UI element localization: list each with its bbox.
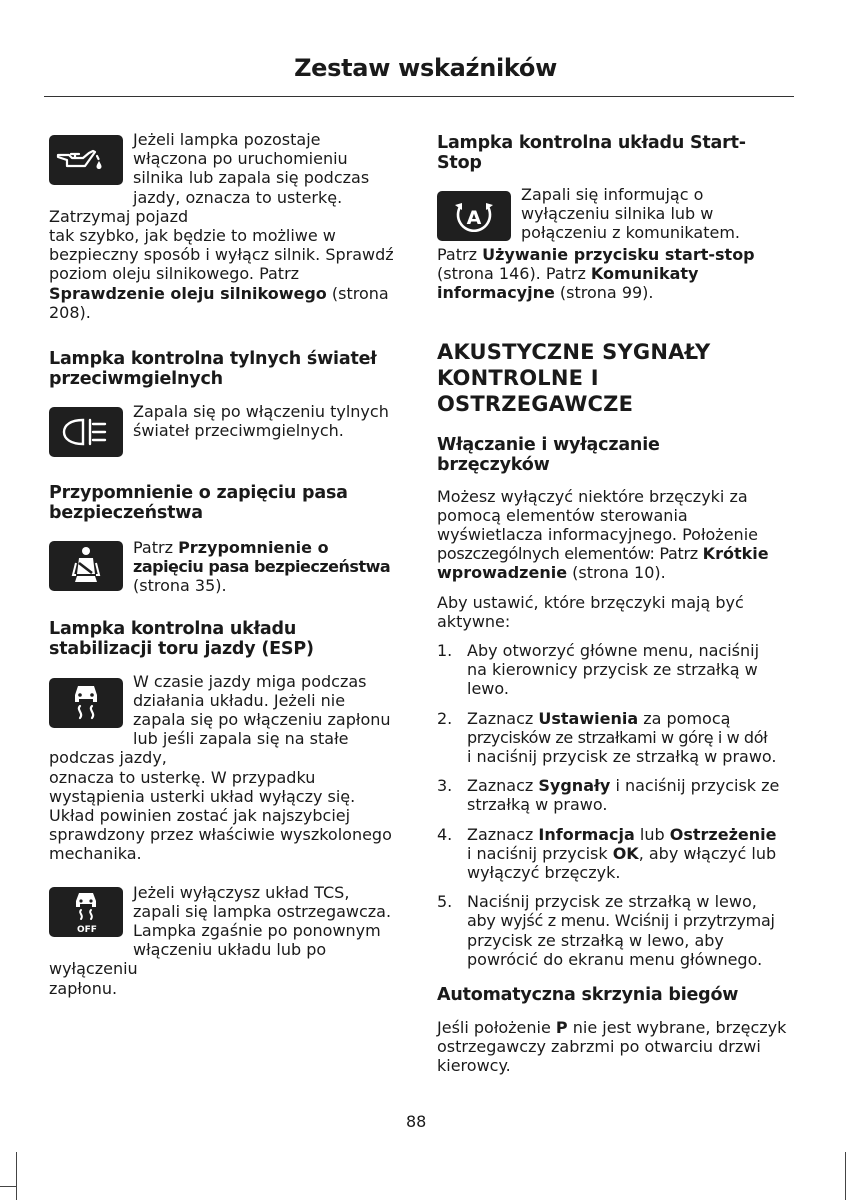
start-stop-text-3: połączeniu z komunikatem. (521, 223, 741, 243)
start-stop-text-1: Zapali się informując o (521, 185, 704, 204)
tcs-text-4: włączeniu układu lub po wyłączeniu (49, 940, 327, 979)
start-stop-reference-link[interactable]: Używanie przycisku start-stop (482, 245, 755, 264)
esp-heading: Lampka kontrolna układu stabilizacji toru jazdy (ESP) (49, 618, 314, 659)
crop-mark (16, 1152, 17, 1200)
crop-mark (845, 1152, 846, 1200)
esp-section (49, 672, 402, 864)
tcs-section (49, 883, 402, 998)
seatbelt-reference-page: (strona 35). (133, 576, 227, 596)
page-number: 88 (406, 1112, 427, 1131)
esp-text-3: zapala się po włączeniu zapłonu (133, 710, 391, 730)
rear-fog-heading: Lampka kontrolna tylnych świateł przeciwmgielnych (49, 349, 377, 390)
esp-text-1: W czasie jazdy miga podczas (133, 671, 367, 691)
rear-fog-light-icon (49, 407, 123, 457)
rear-fog-section (49, 402, 402, 461)
oil-text-1: Jeżeli lampka pozostaje (133, 130, 321, 149)
esp-text-7: Układ powinien zostać jak najszybciej (49, 806, 351, 826)
oil-section (49, 130, 402, 322)
esp-text-8: sprawdzony przez właściwie wyszkolonego (49, 825, 392, 845)
right-column (437, 133, 789, 1076)
auto-transmission-text: Jeśli położenie P nie jest wybrane, brzęczyk ostrzegawczy zabrzmi po otwarciu drzwi kierowcy. (437, 1018, 787, 1076)
auto-transmission-heading: Automatyczna skrzynia biegów (437, 985, 739, 1006)
start-stop-section (437, 185, 789, 245)
seatbelt-reference-link-2[interactable]: zapięciu pasa bezpieczeństwa (133, 557, 391, 577)
start-stop-heading: Lampka kontrolna układu Start- Stop (437, 133, 746, 173)
oil-text-6: bezpieczny sposób i wyłącz silnik. Sprawdź (49, 245, 394, 265)
messages-reference-link-a[interactable]: Komunikaty (590, 264, 699, 284)
oil-text-5: tak szybko, jak będzie to możliwe w (49, 226, 336, 246)
start-stop-text-2: wyłączeniu silnika lub w (521, 204, 714, 224)
chimes-intro: Możesz wyłączyć niektóre brzęczyki za pomocą elementów sterowania wyświetlacza informacyjnego. Położenie poszczególnych elementów: Patrz Krótkie wprowadzenie (strona 10). (437, 486, 769, 583)
esp-text-5: oznacza to usterkę. W przypadku (49, 767, 316, 787)
esp-text-2: działania układu. Jeżeli nie (133, 690, 346, 710)
quick-intro-link-b[interactable]: wprowadzenie (437, 563, 568, 583)
oil-text-3: silnika lub zapala się podczas (133, 168, 370, 188)
seatbelt-patrz: Patrz (133, 538, 179, 558)
acoustic-signals-heading: AKUSTYCZNE SYGNAŁY KONTROLNE I OSTRZEGAWCZE (437, 339, 711, 416)
list-item: 3. Zaznacz Sygnały i naciśnij przycisk ze strzałką w prawo. (437, 776, 780, 815)
oil-text-7: poziom oleju silnikowego. Patrz (49, 264, 300, 284)
stability-control-off-icon (49, 887, 123, 937)
seatbelt-icon (49, 541, 123, 591)
oil-text-2: włączona po uruchomieniu (133, 149, 348, 169)
oil-reference-link[interactable]: Sprawdzenie oleju silnikowego (49, 283, 327, 303)
quick-intro-link-a[interactable]: Krótkie (702, 544, 769, 564)
oil-text-4: jazdy, oznacza to usterkę. Zatrzymaj pojazd (49, 187, 343, 226)
tcs-text-1: Jeżeli wyłączysz układ TCS, (133, 882, 350, 902)
list-item: 5. Naciśnij przycisk ze strzałką w lewo, aby wyjść z menu. Wciśnij i przytrzymaj przycisk ze strzałką w lewo, aby powrócić do ekranu menu głównego. (437, 892, 775, 969)
oil-reference-page-number: 208). (49, 302, 91, 322)
esp-text-9: mechanika. (49, 844, 142, 864)
stability-control-icon (49, 678, 123, 728)
chimes-setup-text: Aby ustawić, które brzęczyki mają być aktywne: (437, 592, 744, 631)
tcs-text-5: zapłonu. (49, 978, 118, 998)
list-item: 2. Zaznacz Ustawienia za pomocą przycisków ze strzałkami w górę i w dół i naciśnij przycisk ze strzałką w prawo. (437, 708, 777, 767)
messages-reference-link-b[interactable]: informacyjne (437, 283, 555, 303)
seatbelt-section (49, 538, 402, 596)
auto-start-stop-letter: A (466, 207, 482, 229)
chime-steps-list (437, 641, 789, 969)
esp-text-6: wystąpienia usterki układ wyłączy się. (49, 786, 356, 806)
left-column (49, 130, 402, 998)
page-title: Zestaw wskaźników (294, 54, 557, 82)
start-stop-references: Patrz Używanie przycisku start-stop (strona 146). Patrz Komunikaty informacyjne (strona 99). (437, 245, 755, 303)
tcs-text-2: zapali się lampka ostrzegawcza. (133, 901, 392, 921)
seatbelt-heading: Przypomnienie o zapięciu pasa bezpieczeństwa (49, 483, 348, 524)
header-rule (44, 96, 794, 97)
rear-fog-text-2: świateł przeciwmgielnych. (133, 421, 344, 441)
list-item: 4. Zaznacz Informacja lub Ostrzeżenie i naciśnij przycisk OK, aby włączyć lub wyłączyć brzęczyk. (437, 824, 777, 883)
tcs-text-3: Lampka zgaśnie po ponownym (133, 921, 381, 941)
list-item: 1. Aby otworzyć główne menu, naciśnij na kierownicy przycisk ze strzałką w lewo. (437, 641, 760, 699)
seatbelt-reference-link-1[interactable]: Przypomnienie o (178, 538, 329, 558)
oil-can-icon (49, 135, 123, 185)
esp-text-4: lub jeśli zapala się na stałe podczas jazdy, (49, 729, 349, 768)
auto-start-stop-icon (437, 191, 511, 241)
oil-reference-page: (strona (326, 283, 389, 303)
crop-mark (0, 1186, 16, 1187)
rear-fog-text-1: Zapala się po włączeniu tylnych (133, 402, 389, 422)
tcs-off-label: OFF (77, 924, 97, 935)
chimes-heading: Włączanie i wyłączanie brzęczyków (437, 434, 660, 475)
